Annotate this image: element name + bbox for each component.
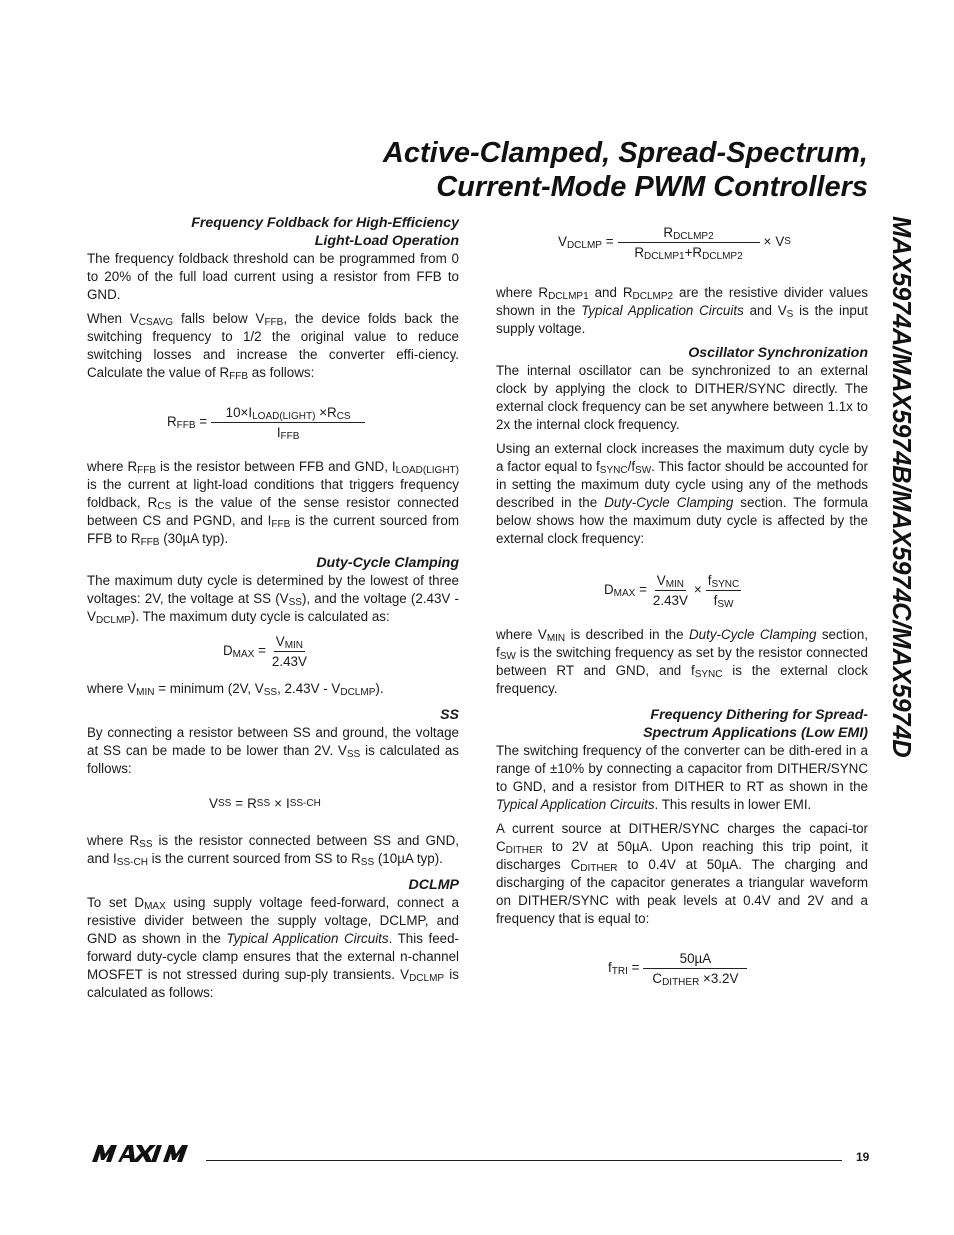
section-heading-dclmp: DCLMP [408, 877, 459, 893]
equation-dmax-sync: $D_{MAX}$ = $\frac{V_{MIN}}{2.43V}$ × $\frac{f_{SYNC}}{f_{SW}}$ [604, 572, 740, 610]
left-column [87, 214, 459, 1002]
fraction: $\frac{10\times I_{LOAD(LIGHT)} \times R_{CS}}{I_{FFB}}$ [211, 404, 365, 441]
equation-dmax: $D_{MAX}$ = $\frac{V_{MIN}}{2.43V}$ [223, 633, 307, 669]
title-line-1: Active-Clamped, Spread-Spectrum, [382, 137, 868, 169]
fraction: $\frac{R_{DCLMP2}}{R_{DCLMP1}+R_{DCLMP2}}$ [618, 224, 760, 261]
paragraph: The frequency foldback threshold can be programmed from 0 to 20% of the full load current using a resistor from FFB to GND. [87, 251, 459, 302]
equation-rffb: $R_{FFB}$ = $\frac{10\times I_{LOAD(LIGHT)} \times R_{CS}}{I_{FFB}}$ [167, 402, 459, 442]
paragraph: A current source at DITHER/SYNC charges the capaci-tor $C_{DITHER}$ to 2V at 50µA. Upon reaching this trip point, it discharges $C_{DITHER}$ to 0.4V at 50µA. The charging and discharging of the capacitor generates a triangular waveform on DITHER/SYNC with peak levels at 0.4V and 2V and a frequency that is equal to: [496, 821, 868, 926]
fraction: $\frac{\text{50µA}}{C_{DITHER} \times 3.2V}$ [643, 950, 747, 987]
side-part-numbers: MAX5974A/MAX5974B/MAX5974C/MAX5974D [887, 216, 915, 758]
page-number: 19 [856, 1150, 870, 1164]
fraction: $\frac{V_{MIN}}{2.43V}$ [652, 572, 688, 608]
page-title [383, 136, 868, 204]
maxim-logo [90, 1142, 202, 1164]
paragraph: When $V_{CSAVG}$ falls below $V_{FFB}$, the device folds back the switching frequency to 1/2 the original value to reduce switching losses and increase the converter effi-ciency. Calculate the value of $R_{FFB}$ as follows: [87, 311, 459, 382]
heading-line: Light-Load Operation [314, 233, 459, 249]
section-heading-frequency-dithering [496, 706, 868, 742]
equation-vss: V SS = R SS × I SS-CH [209, 796, 321, 811]
footer-rule [206, 1160, 842, 1161]
fraction: $\frac{V_{MIN}}{2.43V}$ [271, 633, 307, 669]
heading-line: Frequency Dithering for Spread- [650, 707, 868, 723]
paragraph: The switching frequency of the converter can be dith-ered in a range of ±10% by connecting a capacitor from DITHER/SYNC to GND, and a resistor from DITHER to RT as shown in the Typical Application Circuits. This results in lower EMI. [496, 743, 868, 812]
paragraph: where $R_{DCLMP1}$ and $R_{DCLMP2}$ are the resistive divider values shown in the Typical Application Circuits and $V_S$ is the input supply voltage. [496, 285, 869, 336]
right-column [496, 214, 868, 988]
paragraph: The internal oscillator can be synchronized to an external clock by applying the clock to DITHER/SYNC directly. The external clock frequency can be set anywhere between 1.1x to 2x the internal clock frequency. [496, 363, 868, 432]
section-heading-ss: SS [440, 707, 459, 723]
paragraph: The maximum duty cycle is determined by the lowest of three voltages: 2V, the voltage at SS $(V_{SS})$, and the voltage $(2.43V - V_{DCLMP})$. The maximum duty cycle is calculated as: [87, 573, 459, 626]
section-heading-duty-cycle-clamping: Duty-Cycle Clamping [316, 555, 459, 571]
side-part-number-banner [882, 200, 937, 990]
equation-vdclmp: $V_{DCLMP}$ = $\frac{R_{DCLMP2}}{R_{DCLMP1}+R_{DCLMP2}}$ × V S [558, 224, 791, 262]
section-heading-frequency-foldback [87, 214, 459, 250]
title-line-2: Current-Mode PWM Controllers [436, 171, 868, 203]
heading-line: Frequency Foldback for High-Efficiency [191, 215, 459, 231]
section-heading-oscillator-synchronization: Oscillator Synchronization [688, 345, 868, 361]
fraction: $\frac{f_{SYNC}}{f_{SW}}$ [707, 572, 740, 610]
paragraph: where $V_{MIN}$ is described in the Duty-Cycle Clamping section, $f_{SW}$ is the switching frequency as set by the resistor connected between RT and GND, and $f_{SYNC}$ is the external clock frequency. [496, 627, 868, 696]
paragraph: where $R_{FFB}$ is the resistor between FFB and GND, $I_{LOAD(LIGHT)}$ is the current at light-load conditions that triggers frequency foldback, $R_{CS}$ is the value of the sense resistor connected between CS and PGND, and $I_{FFB}$ is the current sourced from FFB to $R_{FFB}$ (30µA typ). [87, 459, 459, 548]
equation-ftri: $f_{TRI}$ = $\frac{\text{50µA}}{C_{DITHER} \times 3.2V}$ [608, 948, 868, 988]
paragraph: By connecting a resistor between SS and ground, the voltage at SS can be made to be lower than 2V. $V_{SS}$ is calculated as follows: [87, 725, 459, 776]
paragraph: where $V_{MIN}$ = minimum (2V, $V_{SS}$, $2.43V - V_{DCLMP}$). [87, 681, 384, 698]
paragraph: To set $D_{MAX}$ using supply voltage feed-forward, connect a resistive divider between the supply voltage, DCLMP, and GND as shown in the Typical Application Circuits. This feed-forward duty-cycle clamp ensures that the external n-channel MOSFET is not stressed during sup-ply transients. $V_{DCLMP}$ is calculated as follows: [87, 895, 459, 1000]
heading-line: Spectrum Applications (Low EMI) [643, 725, 868, 741]
paragraph: where $R_{SS}$ is the resistor connected between SS and GND, and $I_{SS-CH}$ is the current sourced from SS to $R_{SS}$ (10µA typ). [87, 833, 459, 868]
paragraph: Using an external clock increases the maximum duty cycle by a factor equal to $f_{SYNC}/f_{SW}$. This factor should be accounted for in setting the maximum duty cycle using any of the methods described in the Duty-Cycle Clamping section. The formula below shows how the maximum duty cycle is affected by the external clock frequency: [496, 441, 869, 546]
